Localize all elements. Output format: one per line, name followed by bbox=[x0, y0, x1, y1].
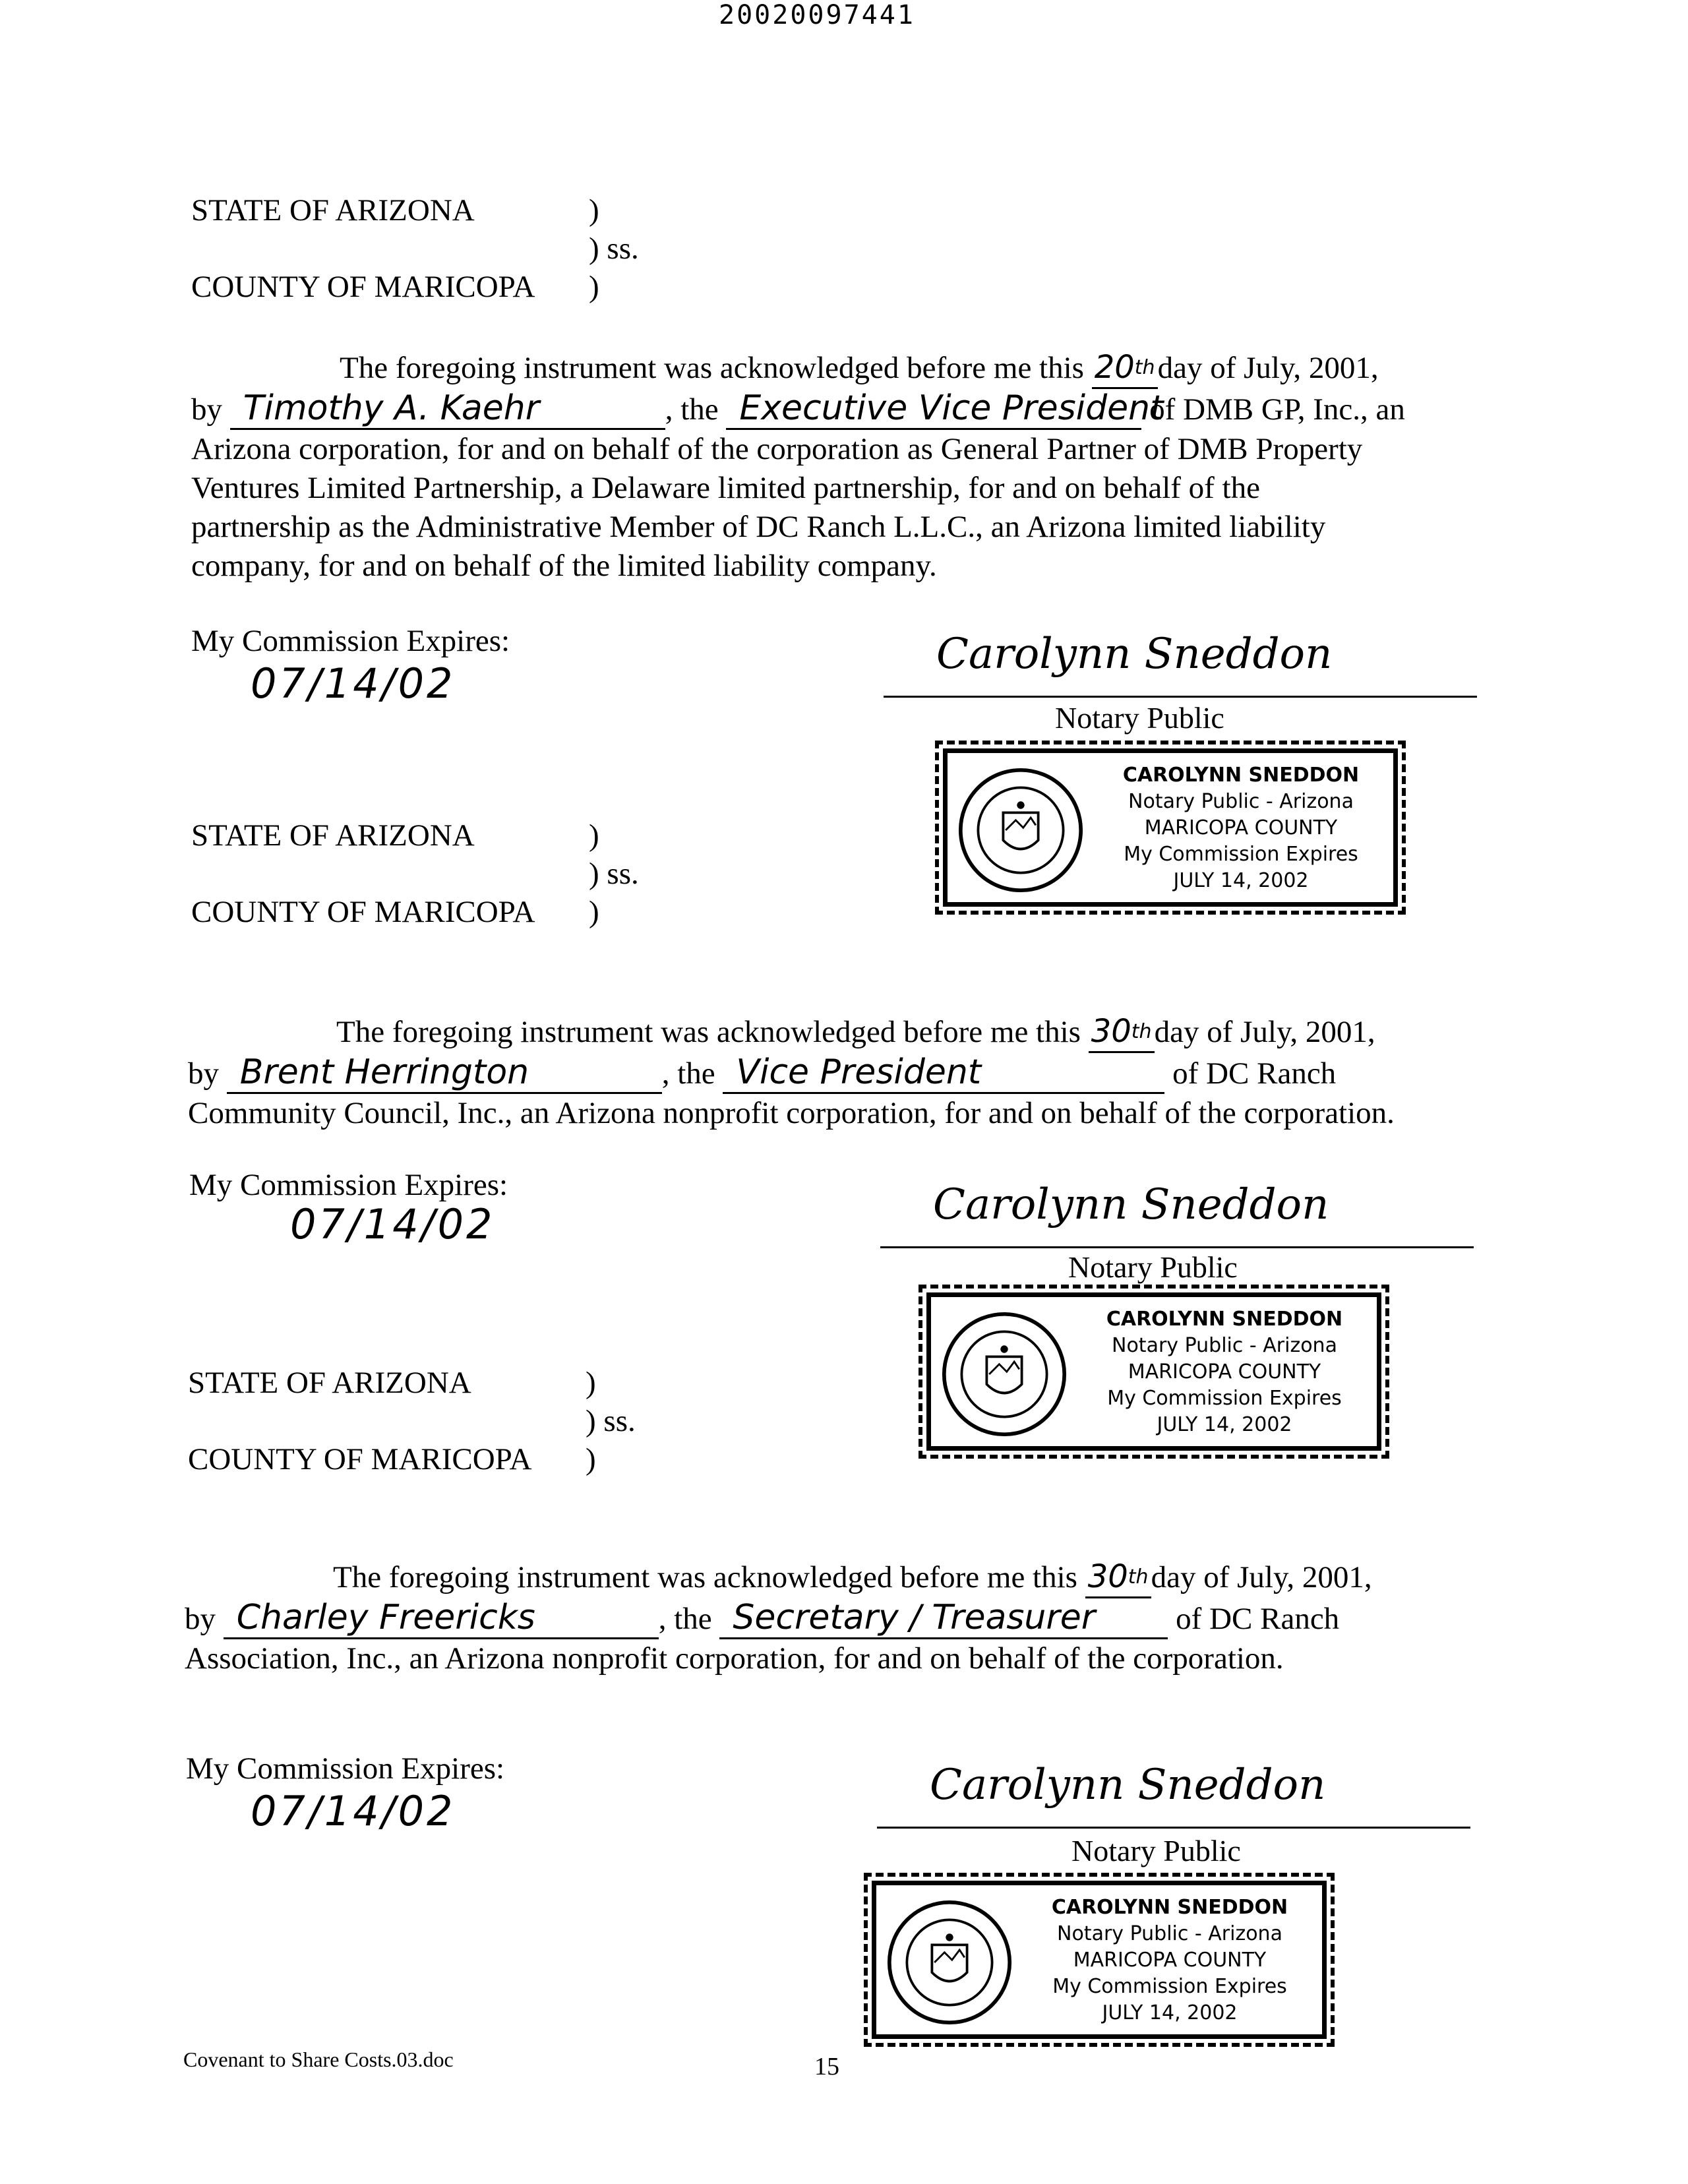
paragraph-line: Community Council, Inc., an Arizona nonprofit corporation, for and on behalf of the corporation. bbox=[188, 1096, 1395, 1130]
entity-text: of DC Ranch bbox=[1172, 1056, 1337, 1091]
stamp-name: CAROLYNN SNEDDON bbox=[1051, 1896, 1288, 1919]
handwritten-commission-date: 07/14/02 bbox=[290, 1200, 495, 1248]
paragraph-line: company, for and on behalf of the limited liability company. bbox=[191, 549, 937, 583]
handwritten-commission-date: 07/14/02 bbox=[251, 659, 456, 708]
ack-text: The foregoing instrument was acknowledged before me this bbox=[336, 1015, 1081, 1049]
venue-paren: ) bbox=[586, 1366, 596, 1400]
notary-public-label: Notary Public bbox=[1071, 1834, 1241, 1867]
handwritten-signature: Carolynn Sneddon bbox=[933, 1180, 1329, 1229]
handwritten-signer-title: Vice President bbox=[723, 1053, 1164, 1094]
venue-block-3 bbox=[188, 1364, 649, 1482]
by-label: by bbox=[185, 1602, 216, 1636]
stamp-name: CAROLYNN SNEDDON bbox=[1122, 764, 1360, 787]
page-number: 15 bbox=[814, 2053, 839, 2080]
venue-paren: ) bbox=[589, 270, 599, 304]
handwritten-signer-name: Brent Herrington bbox=[227, 1053, 662, 1094]
state-seal-icon bbox=[958, 768, 1083, 893]
venue-state: STATE OF ARIZONA bbox=[188, 1366, 471, 1400]
state-seal-icon bbox=[942, 1312, 1067, 1437]
venue-paren: ) bbox=[586, 1442, 596, 1476]
by-label: by bbox=[188, 1056, 219, 1091]
venue-ss: ) ss. bbox=[589, 231, 639, 266]
venue-ss: ) ss. bbox=[586, 1404, 636, 1438]
stamp-name: CAROLYNN SNEDDON bbox=[1106, 1308, 1343, 1331]
commission-label: My Commission Expires: bbox=[189, 1168, 508, 1202]
venue-county: COUNTY OF MARICOPA bbox=[188, 1442, 532, 1476]
handwritten-day: 30th bbox=[1085, 1558, 1151, 1598]
ack-text: The foregoing instrument was acknowledged before me this bbox=[340, 351, 1084, 385]
venue-ss: ) ss. bbox=[589, 857, 639, 891]
venue-block-1 bbox=[191, 191, 653, 310]
footer-filename: Covenant to Share Costs.03.doc bbox=[183, 2048, 454, 2071]
paragraph-line: Ventures Limited Partnership, a Delaware limited partnership, for and on behalf of the bbox=[191, 471, 1260, 505]
stamp-line: JULY 14, 2002 bbox=[1157, 1413, 1292, 1436]
signature-line bbox=[880, 1180, 1474, 1248]
stamp-line: Notary Public - Arizona bbox=[1057, 1922, 1282, 1945]
by-label: by bbox=[191, 392, 222, 427]
venue-county: COUNTY OF MARICOPA bbox=[191, 895, 535, 929]
the-label: , the bbox=[665, 392, 719, 427]
ack-text: The foregoing instrument was acknowledged before me this bbox=[333, 1560, 1077, 1594]
acknowledgment-paragraph-2 bbox=[188, 1012, 1474, 1133]
commission-label: My Commission Expires: bbox=[191, 624, 510, 658]
handwritten-signer-name: Timothy A. Kaehr bbox=[230, 389, 665, 430]
the-label: , the bbox=[658, 1602, 712, 1636]
handwritten-signature: Carolynn Sneddon bbox=[936, 630, 1333, 679]
notary-public-label: Notary Public bbox=[1068, 1250, 1238, 1284]
the-label: , the bbox=[661, 1056, 715, 1091]
stamp-line: My Commission Expires bbox=[1107, 1387, 1342, 1410]
acknowledgment-paragraph-3 bbox=[185, 1558, 1470, 1678]
stamp-line: My Commission Expires bbox=[1052, 1975, 1287, 1998]
acknowledgment-paragraph-1 bbox=[191, 348, 1477, 586]
handwritten-commission-date: 07/14/02 bbox=[251, 1787, 456, 1835]
entity-text: of DC Ranch bbox=[1176, 1602, 1340, 1636]
paragraph-line: Association, Inc., an Arizona nonprofit corporation, for and on behalf of the corporation. bbox=[185, 1641, 1284, 1676]
entity-text: of DMB GP, Inc., an bbox=[1149, 392, 1405, 427]
signature-line bbox=[877, 1761, 1470, 1829]
signature-line bbox=[884, 630, 1477, 698]
venue-paren: ) bbox=[589, 818, 599, 853]
stamp-text bbox=[1073, 1306, 1376, 1438]
notary-stamp bbox=[926, 1292, 1381, 1451]
venue-paren: ) bbox=[589, 193, 599, 228]
venue-county: COUNTY OF MARICOPA bbox=[191, 270, 535, 304]
stamp-line: Notary Public - Arizona bbox=[1112, 1334, 1337, 1357]
handwritten-signer-name: Charley Freericks bbox=[224, 1598, 659, 1639]
venue-block-2 bbox=[191, 816, 653, 935]
handwritten-signer-title: Executive Vice President bbox=[726, 389, 1141, 430]
ack-text: day of July, 2001, bbox=[1151, 1560, 1372, 1594]
commission-label: My Commission Expires: bbox=[186, 1751, 505, 1786]
stamp-line: MARICOPA COUNTY bbox=[1128, 1360, 1321, 1383]
stamp-line: MARICOPA COUNTY bbox=[1144, 816, 1338, 839]
stamp-line: Notary Public - Arizona bbox=[1128, 790, 1354, 813]
stamp-text bbox=[1089, 762, 1393, 894]
paragraph-line: partnership as the Administrative Member of DC Ranch L.L.C., an Arizona limited liability bbox=[191, 510, 1326, 544]
notary-public-label: Notary Public bbox=[1055, 701, 1224, 735]
venue-state: STATE OF ARIZONA bbox=[191, 818, 475, 853]
paragraph-line: Arizona corporation, for and on behalf of the corporation as General Partner of DMB Property bbox=[191, 432, 1363, 466]
notary-stamp bbox=[943, 748, 1398, 907]
handwritten-day: 20th bbox=[1092, 348, 1158, 389]
stamp-text bbox=[1018, 1895, 1321, 2026]
ack-text: day of July, 2001, bbox=[1157, 351, 1379, 385]
stamp-line: JULY 14, 2002 bbox=[1102, 2001, 1238, 2024]
document-number: 20020097441 bbox=[719, 0, 915, 30]
ack-text: day of July, 2001, bbox=[1154, 1015, 1375, 1049]
stamp-line: MARICOPA COUNTY bbox=[1073, 1949, 1267, 1972]
handwritten-signature: Carolynn Sneddon bbox=[930, 1761, 1326, 1809]
venue-state: STATE OF ARIZONA bbox=[191, 193, 475, 228]
venue-paren: ) bbox=[589, 895, 599, 929]
state-seal-icon bbox=[887, 1900, 1012, 2025]
handwritten-signer-title: Secretary / Treasurer bbox=[719, 1598, 1168, 1639]
handwritten-day: 30th bbox=[1089, 1012, 1155, 1053]
stamp-line: JULY 14, 2002 bbox=[1173, 869, 1309, 892]
notary-stamp bbox=[872, 1881, 1327, 2039]
stamp-line: My Commission Expires bbox=[1124, 843, 1358, 866]
